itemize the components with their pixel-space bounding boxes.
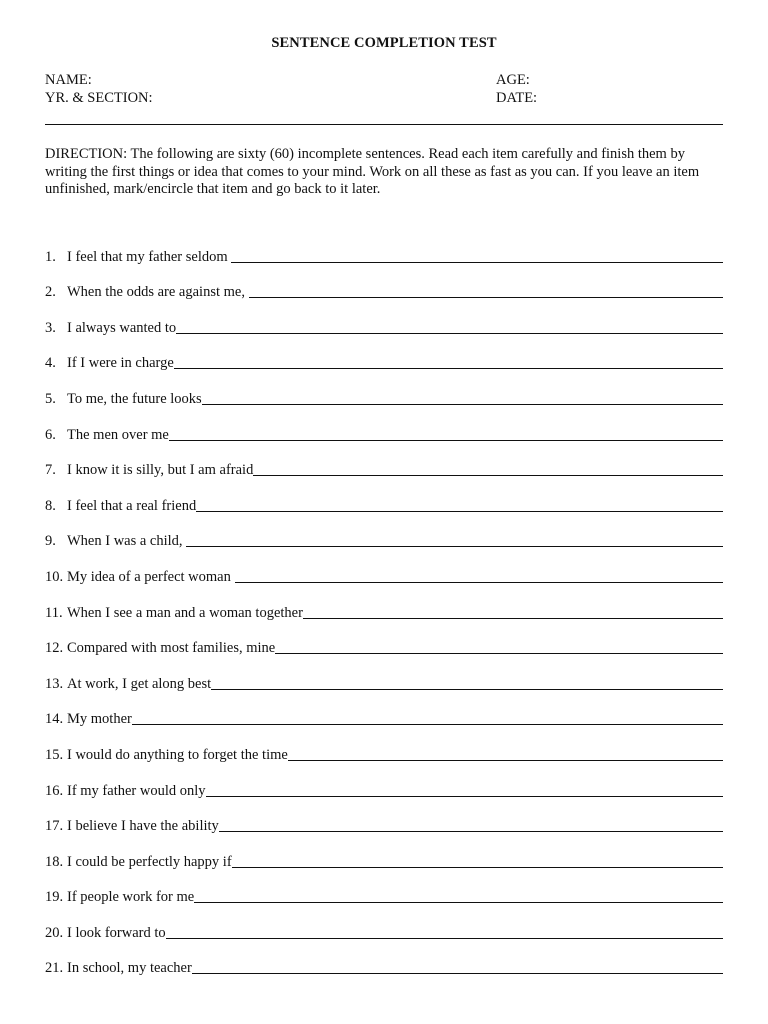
answer-line[interactable] <box>192 973 723 974</box>
item-prompt: I feel that my father seldom <box>67 248 232 265</box>
sentence-item <box>45 800 723 836</box>
item-number: 18. <box>45 853 64 870</box>
answer-line[interactable] <box>235 582 724 583</box>
answer-line[interactable] <box>249 297 723 298</box>
answer-line[interactable] <box>206 796 723 797</box>
sentence-item <box>45 871 723 907</box>
item-number: 13. <box>45 675 64 692</box>
item-prompt: I believe I have the ability <box>67 818 219 835</box>
item-prompt: I would do anything to forget the time <box>67 746 288 763</box>
answer-line[interactable] <box>186 546 723 547</box>
item-number: 3. <box>45 319 56 336</box>
item-prompt: I always wanted to <box>67 319 177 336</box>
item-prompt: I know it is silly, but I am afraid <box>67 462 254 479</box>
sentence-item <box>45 622 723 658</box>
item-prompt: In school, my teacher <box>67 960 192 977</box>
answer-line[interactable] <box>202 404 723 405</box>
sentence-item <box>45 657 723 693</box>
direction-paragraph: DIRECTION: The following are sixty (60) incomplete sentences. Read each item carefully and finish them by writing the first things or idea that comes to your mind. Work on all these as fast as you can. If you leave an item unfinished, mark/encircle that item and go back to it later. <box>45 146 700 197</box>
sentence-item <box>45 693 723 729</box>
sentence-item <box>45 301 723 337</box>
item-prompt: I look forward to <box>67 924 166 941</box>
age-label: AGE: <box>496 72 530 88</box>
answer-line[interactable] <box>196 511 723 512</box>
header-divider <box>45 124 723 125</box>
sentence-item <box>45 728 723 764</box>
item-prompt: If I were in charge <box>67 355 174 372</box>
answer-line[interactable] <box>219 831 723 832</box>
sentence-item <box>45 408 723 444</box>
item-prompt: My idea of a perfect woman <box>67 568 235 585</box>
sentence-item <box>45 586 723 622</box>
page-title: SENTENCE COMPLETION TEST <box>271 35 497 51</box>
item-prompt: If people work for me <box>67 889 195 906</box>
item-prompt: When the odds are against me, <box>67 284 249 301</box>
item-number: 2. <box>45 284 56 301</box>
answer-line[interactable] <box>232 867 723 868</box>
sentence-item <box>45 444 723 480</box>
answer-line[interactable] <box>253 475 723 476</box>
item-number: 16. <box>45 782 64 799</box>
answer-line[interactable] <box>275 653 723 654</box>
item-number: 21. <box>45 960 64 977</box>
item-number: 6. <box>45 426 56 443</box>
answer-line[interactable] <box>194 902 723 903</box>
answer-line[interactable] <box>211 689 723 690</box>
sentence-item <box>45 835 723 871</box>
item-prompt: To me, the future looks <box>67 390 202 407</box>
sentence-item <box>45 266 723 302</box>
sentence-item <box>45 942 723 978</box>
item-number: 19. <box>45 889 64 906</box>
sentence-item <box>45 230 723 266</box>
sentence-item <box>45 906 723 942</box>
answer-line[interactable] <box>176 333 723 334</box>
item-prompt: The men over me <box>67 426 169 443</box>
sentence-item <box>45 764 723 800</box>
item-prompt: My mother <box>67 711 132 728</box>
item-prompt: If my father would only <box>67 782 206 799</box>
answer-line[interactable] <box>174 368 723 369</box>
section-label: YR. & SECTION: <box>45 90 153 106</box>
answer-line[interactable] <box>169 440 723 441</box>
item-number: 5. <box>45 390 56 407</box>
item-number: 1. <box>45 248 56 265</box>
sentence-item <box>45 337 723 373</box>
answer-line[interactable] <box>166 938 723 939</box>
item-number: 12. <box>45 640 64 657</box>
item-number: 15. <box>45 746 64 763</box>
item-prompt: When I was a child, <box>67 533 187 550</box>
item-number: 20. <box>45 924 64 941</box>
answer-line[interactable] <box>303 618 723 619</box>
answer-line[interactable] <box>288 760 723 761</box>
item-prompt: When I see a man and a woman together <box>67 604 303 621</box>
item-prompt: Compared with most families, mine <box>67 640 276 657</box>
answer-line[interactable] <box>132 724 723 725</box>
item-list <box>45 230 723 977</box>
item-number: 9. <box>45 533 56 550</box>
sentence-item <box>45 550 723 586</box>
sentence-item <box>45 479 723 515</box>
item-number: 7. <box>45 462 56 479</box>
date-label: DATE: <box>496 90 538 106</box>
item-prompt: I could be perfectly happy if <box>67 853 232 870</box>
answer-line[interactable] <box>231 262 723 263</box>
item-number: 10. <box>45 568 64 585</box>
item-number: 11. <box>45 604 63 621</box>
name-label: NAME: <box>45 72 92 88</box>
sentence-item <box>45 372 723 408</box>
item-prompt: I feel that a real friend <box>67 497 197 514</box>
item-number: 17. <box>45 818 64 835</box>
item-number: 8. <box>45 497 56 514</box>
item-number: 14. <box>45 711 64 728</box>
item-number: 4. <box>45 355 56 372</box>
item-prompt: At work, I get along best <box>67 675 212 692</box>
sentence-item <box>45 515 723 551</box>
